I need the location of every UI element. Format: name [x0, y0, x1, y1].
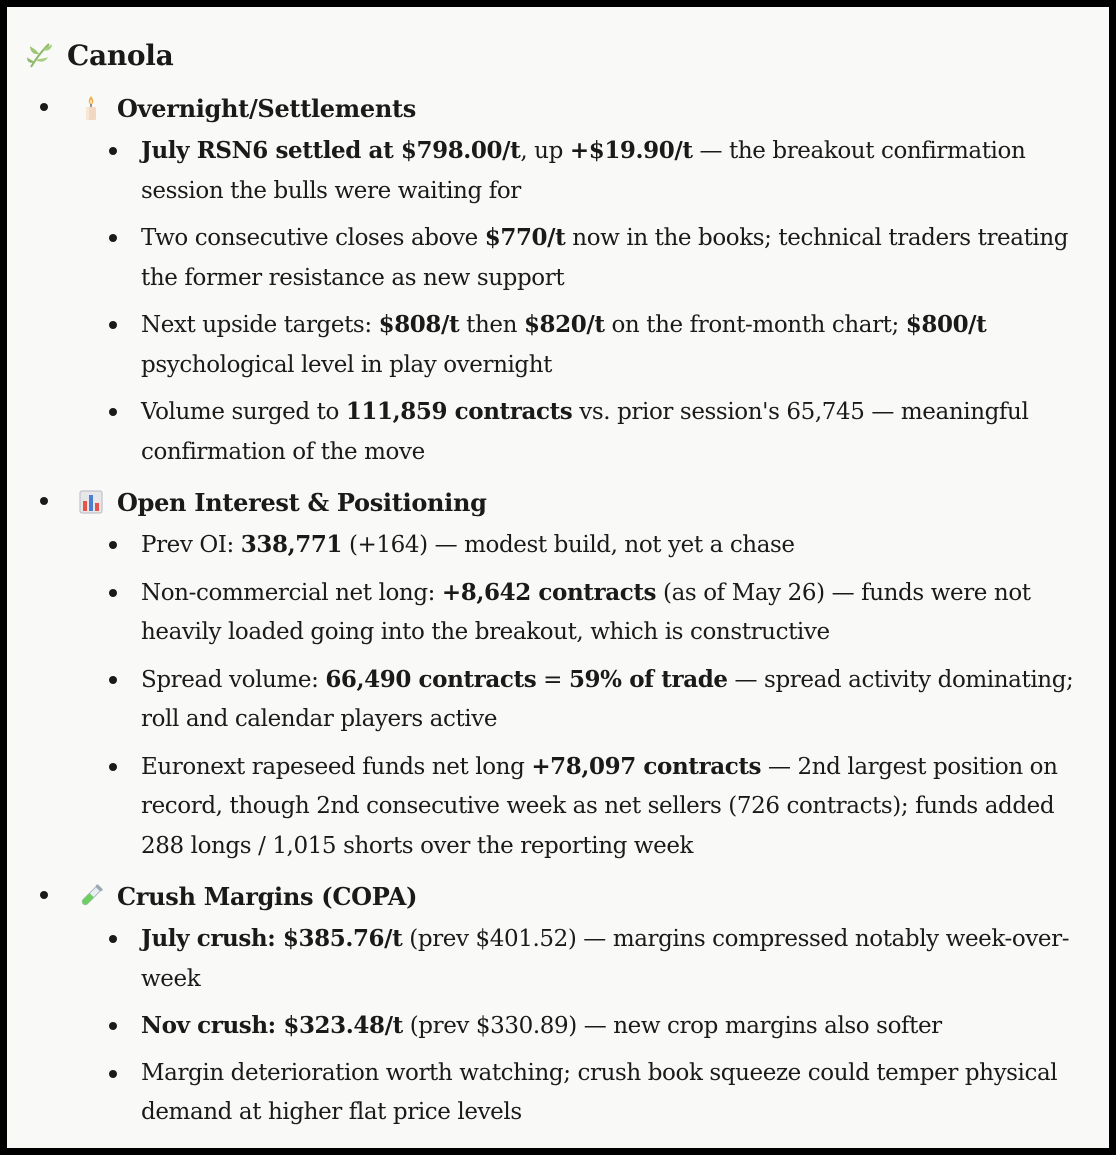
text: — 2nd largest position on record, though 2nd consecutive week as net sellers (726 contracts); funds added 288 longs / 1,015 shorts over the reporting week — [141, 753, 1058, 859]
bullet — [109, 321, 117, 329]
bold-text: $808/t — [378, 311, 460, 338]
bullet — [109, 676, 117, 684]
text: (prev $401.52) — margins compressed notably week-over-week — [141, 926, 1070, 992]
page-title — [27, 35, 173, 75]
item-list — [79, 919, 1109, 1133]
bold-text: $800/t — [905, 311, 987, 338]
list-item — [79, 131, 1109, 211]
bullet — [40, 103, 48, 111]
bold-text: 59% of trade — [568, 665, 728, 693]
list-item — [79, 919, 1109, 999]
bold-text: +8,642 contracts — [441, 578, 657, 606]
bullet — [109, 541, 117, 549]
item-list — [79, 131, 1109, 472]
seedling-icon — [27, 41, 53, 69]
section — [7, 479, 1109, 866]
section-heading — [79, 479, 1109, 525]
bold-text: 66,490 contracts — [325, 665, 537, 693]
bold-text: 338,771 — [240, 531, 343, 558]
list-item — [79, 573, 1109, 653]
document-page — [7, 7, 1109, 1148]
bullet — [109, 589, 117, 597]
text: now in the books; technical traders treating the former resistance as new support — [141, 225, 1069, 291]
text: — spread activity dominating; roll and calendar players active — [141, 666, 1074, 732]
list-item — [79, 747, 1109, 867]
section — [7, 873, 1109, 1133]
bold-text: $820/t — [523, 311, 605, 338]
bullet — [109, 147, 117, 155]
bold-text: 111,859 contracts — [345, 398, 573, 425]
text: Next upside targets: — [141, 312, 379, 338]
candle-icon — [79, 95, 103, 121]
text: Two consecutive closes above — [141, 225, 485, 251]
page-title-text: Canola — [67, 38, 174, 72]
bar-chart-icon — [79, 489, 103, 515]
bold-text: $770/t — [484, 224, 566, 251]
section-heading — [79, 873, 1109, 919]
list-item — [79, 660, 1109, 740]
section-heading-text: Overnight/Settlements — [117, 93, 416, 123]
item-list — [79, 525, 1109, 866]
list-item — [79, 305, 1109, 385]
bold-text: +78,097 contracts — [531, 752, 762, 780]
bullet — [109, 935, 117, 943]
text: on the front-month chart; — [604, 312, 906, 338]
bullet — [109, 1070, 117, 1078]
text: (+164) — modest build, not yet a chase — [342, 532, 795, 558]
bullet — [40, 497, 48, 505]
bullet — [109, 763, 117, 771]
list-item — [79, 1054, 1109, 1133]
text: then — [459, 312, 524, 338]
text: Non-commercial net long: — [141, 579, 442, 606]
text: psychological level in play overnight — [141, 351, 553, 378]
bullet — [109, 408, 117, 416]
text: (prev $330.89) — new crop margins also softer — [402, 1013, 942, 1039]
bold-text: Nov crush: $323.48/t — [141, 1012, 403, 1039]
section-heading-text: Crush Margins (COPA) — [117, 881, 418, 911]
text: Volume surged to — [141, 399, 346, 425]
list-item — [79, 1006, 1109, 1047]
test-tube-icon — [79, 883, 103, 909]
text: Spread volume: — [141, 666, 326, 693]
section-heading — [79, 85, 1109, 131]
text: Prev OI: — [141, 532, 241, 558]
text: — the breakout confirmation session the bulls were waiting for — [141, 138, 1026, 204]
section — [7, 85, 1109, 472]
list-item — [79, 525, 1109, 566]
text: , up — [520, 138, 570, 164]
text: = — [536, 666, 569, 693]
bullet — [109, 234, 117, 242]
list-item — [79, 392, 1109, 472]
list-item — [79, 218, 1109, 298]
bold-text: +$19.90/t — [569, 137, 693, 164]
section-heading-text: Open Interest & Positioning — [117, 487, 487, 517]
text: vs. prior session's 65,745 — meaningful confirmation of the move — [141, 399, 1029, 465]
section-list — [7, 85, 1109, 1140]
text: Euronext rapeseed funds net long — [141, 753, 532, 780]
bold-text: July RSN6 settled at $798.00/t — [141, 137, 521, 164]
text: (as of May 26) — funds were not heavily loaded going into the breakout, which is constructive — [141, 579, 1031, 645]
bold-text: July crush: $385.76/t — [141, 925, 403, 952]
text: Margin deterioration worth watching; crush book squeeze could temper physical demand at higher flat price levels — [141, 1059, 1058, 1125]
bullet — [40, 891, 48, 899]
bullet — [109, 1022, 117, 1030]
